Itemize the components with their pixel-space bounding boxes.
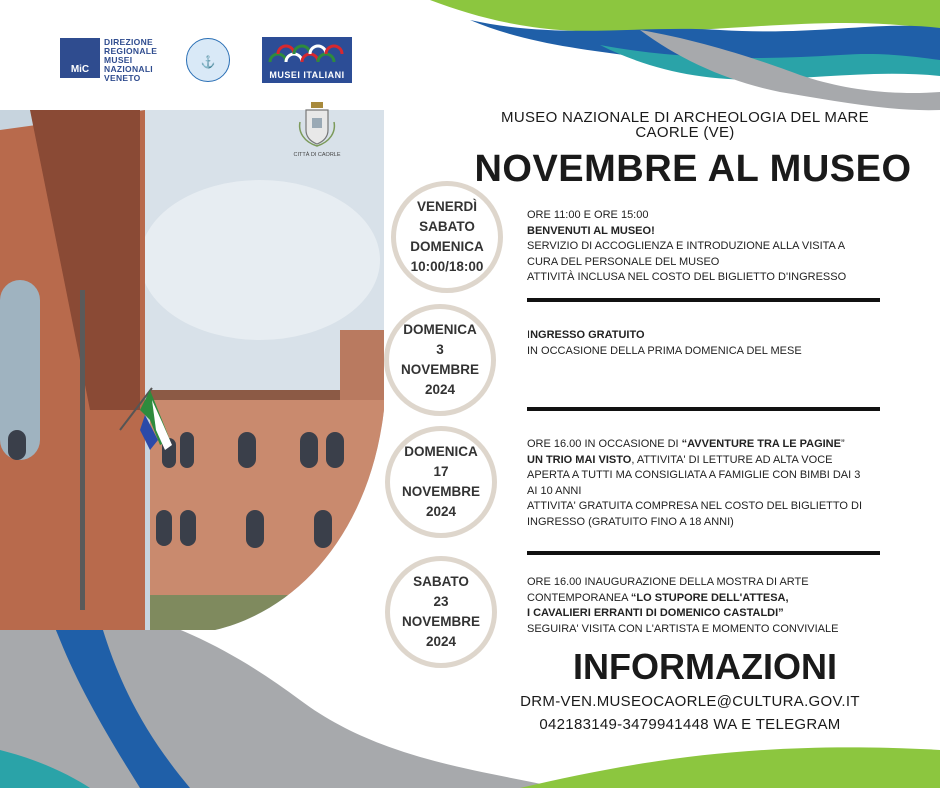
event-description <box>527 575 887 637</box>
date-line: NOVEMBRE <box>401 484 480 499</box>
date-line: 2024 <box>425 634 457 649</box>
event-line: INGRESSO GRATUITO <box>527 329 645 341</box>
divider <box>527 407 880 411</box>
event-line: CURA DEL PERSONALE DEL MUSEO <box>527 255 720 268</box>
date-line: NOVEMBRE <box>400 362 479 377</box>
divider <box>527 551 880 555</box>
caorle-logo-text: CITTÀ DI CAORLE <box>293 152 341 158</box>
date-line: DOMENICA <box>410 239 484 254</box>
event-line: SERVIZIO DI ACCOGLIENZA E INTRODUZIONE ALLA VISITA A <box>527 240 846 252</box>
mic-line: REGIONALE <box>104 46 158 56</box>
event-line: CONTEMPORANEA “LO STUPORE DELL'ATTESA, <box>527 591 789 604</box>
contact-phone[interactable]: 042183149-3479941448 WA E TELEGRAM <box>539 716 841 733</box>
event-description <box>527 437 887 530</box>
mic-logo-text <box>104 38 164 83</box>
mic-line: VENETO <box>104 73 141 83</box>
event-line: UN TRIO MAI VISTO, ATTIVITA' DI LETTURE AD ALTA VOCE <box>527 453 833 466</box>
date-line: 2024 <box>425 504 457 519</box>
event-date-badge <box>385 556 497 668</box>
event-line: ORE 11:00 E ORE 15:00 <box>527 209 649 221</box>
anchor-icon: ⚓ <box>200 55 216 69</box>
date-line: 2024 <box>424 382 456 397</box>
musei-italiani-arcs-icon <box>268 42 346 64</box>
date-line: VENERDÌ <box>416 199 477 214</box>
event-line: AI 10 ANNI <box>527 484 582 497</box>
museo-archeologia-logo <box>186 38 230 82</box>
event-line: IN OCCASIONE DELLA PRIMA DOMENICA DEL MESE <box>527 344 802 357</box>
museum-location: CAORLE (VE) <box>635 124 735 141</box>
mic-line: DIREZIONE <box>104 37 153 47</box>
event-line: ORE 16.00 INAUGURAZIONE DELLA MOSTRA DI ARTE <box>527 576 809 588</box>
date-line: DOMENICA <box>403 322 477 337</box>
event-description <box>527 328 887 359</box>
event-line: SEGUIRA' VISITA CON L'ARTISTA E MOMENTO CONVIVIALE <box>527 622 839 635</box>
event-line: APERTA A TUTTI MA CONSIGLIATA A FAMIGLIE CON BIMBI DAI 3 <box>527 469 861 481</box>
mic-logo <box>60 37 160 83</box>
event-line: I CAVALIERI ERRANTI DI DOMENICO CASTALDI” <box>527 607 784 619</box>
museum-name-line: MUSEO NAZIONALE DI ARCHEOLOGIA DEL MARE <box>501 109 869 126</box>
caorle-crest-icon <box>296 100 338 150</box>
page-title: NOVEMBRE AL MUSEO <box>474 148 912 190</box>
date-line: SABATO <box>419 219 475 234</box>
event-line: ATTIVITÀ INCLUSA NEL COSTO DEL BIGLIETTO D'INGRESSO <box>527 271 847 283</box>
mic-line: MUSEI <box>104 55 133 65</box>
event-line: INGRESSO (GRATUITO FINO A 18 ANNI) <box>527 515 734 528</box>
event-line: ORE 16.00 IN OCCASIONE DI “AVVENTURE TRA LE PAGINE” <box>527 438 845 450</box>
divider <box>527 298 880 302</box>
citta-di-caorle-logo <box>293 100 341 162</box>
info-title: INFORMAZIONI <box>573 646 837 687</box>
musei-italiani-text: MUSEI ITALIANI <box>269 70 345 80</box>
date-line: SABATO <box>413 574 469 589</box>
mic-line: NAZIONALI <box>104 64 153 74</box>
museum-name <box>470 110 900 140</box>
mic-badge: MiC <box>60 38 100 78</box>
date-line: 3 <box>436 342 444 357</box>
museum-building-photo <box>0 110 384 630</box>
date-line: DOMENICA <box>404 444 478 459</box>
musei-italiani-logo <box>262 37 352 83</box>
event-line: BENVENUTI AL MUSEO! <box>527 224 655 237</box>
event-description <box>527 208 887 286</box>
wave-bottom-right-green <box>520 747 940 788</box>
event-date-badge <box>385 426 497 538</box>
contact-email[interactable]: DRM-VEN.MUSEOCAORLE@CULTURA.GOV.IT <box>520 693 860 710</box>
event-date-badge <box>384 304 496 416</box>
date-line: 17 <box>433 464 449 479</box>
date-line: NOVEMBRE <box>401 614 480 629</box>
date-line: 23 <box>433 594 449 609</box>
event-date-badge <box>391 181 503 293</box>
event-line: ATTIVITA' GRATUITA COMPRESA NEL COSTO DEL BIGLIETTO DI <box>527 500 863 512</box>
date-line: 10:00/18:00 <box>410 259 484 274</box>
